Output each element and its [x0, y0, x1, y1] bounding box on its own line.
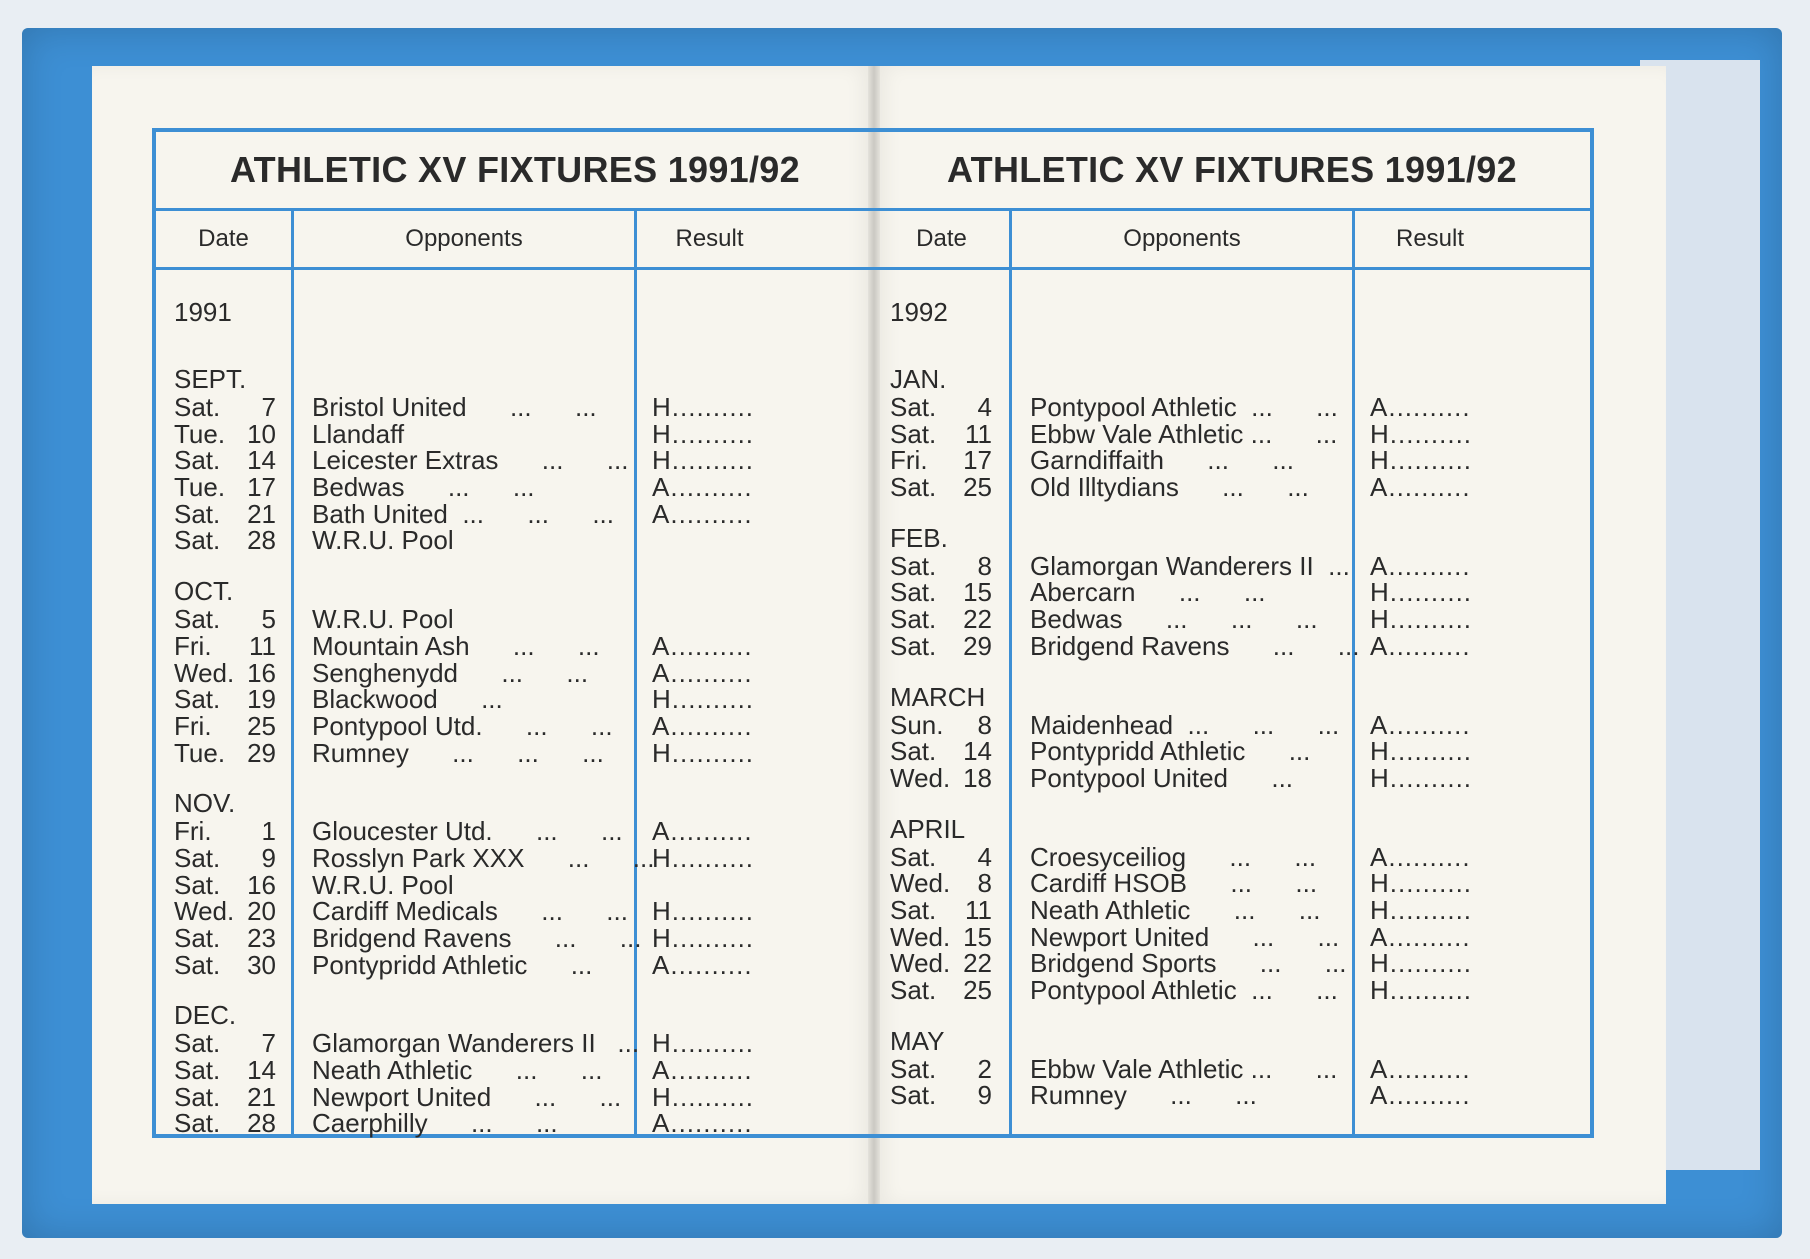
fixture-result: A.......... — [652, 472, 753, 503]
month-heading: SEPT. — [174, 364, 247, 394]
fixture-date: 8 — [977, 709, 992, 740]
fixture-row — [874, 474, 1590, 501]
fixture-result: H.......... — [1370, 736, 1473, 767]
fixture-day: Fri. — [174, 816, 212, 847]
fixture-date: 4 — [977, 841, 992, 872]
fixture-date: 7 — [261, 392, 276, 422]
fixture-date: 9 — [977, 1080, 992, 1111]
fixture-row — [156, 925, 874, 952]
fixture-row — [156, 527, 874, 554]
fixture-date: 10 — [247, 418, 276, 449]
fixture-day: Sat. — [890, 604, 937, 635]
fixture-result: A.......... — [652, 710, 753, 741]
fixture-result: H.......... — [1370, 868, 1473, 899]
fixture-opponent: Bedwas ... ... — [312, 472, 535, 503]
fixture-result: H.......... — [652, 418, 755, 449]
fixture-day: Wed. — [890, 868, 951, 899]
fixture-result: A.......... — [1370, 841, 1471, 872]
fixture-row — [874, 870, 1590, 897]
fixture-date: 25 — [247, 710, 276, 741]
fixture-date: 20 — [247, 896, 276, 927]
fixture-date: 29 — [247, 737, 276, 768]
fixture-opponent: Neath Athletic ... ... — [312, 1055, 603, 1086]
fixture-date: 8 — [977, 550, 992, 581]
fixture-opponent: Blackwood ... — [312, 684, 503, 715]
result-header: Result — [675, 225, 744, 252]
fixture-day: Wed. — [890, 921, 951, 952]
fixture-row — [874, 630, 1590, 661]
fixture-result: A.......... — [1370, 1053, 1471, 1084]
fixture-row — [156, 842, 874, 873]
fixture-day: Wed. — [890, 762, 951, 793]
fixture-day: Sat. — [890, 1080, 937, 1111]
fixture-date: 25 — [963, 975, 992, 1005]
fixture-opponent: Pontypool Athletic ... ... — [1030, 392, 1338, 422]
fixture-result: H.......... — [652, 1081, 755, 1112]
fixture-row — [156, 1081, 874, 1112]
fixture-result: A.......... — [1370, 472, 1471, 503]
fixture-opponent: W.R.U. Pool — [312, 869, 454, 900]
fixture-opponent: Rumney ... ... — [1030, 1080, 1257, 1111]
fixture-day: Sat. — [890, 550, 937, 581]
fixture-row — [156, 394, 874, 421]
fixture-opponent: Pontypridd Athletic ... — [1030, 736, 1311, 767]
column-headers — [156, 211, 874, 270]
fixture-result: A.......... — [1370, 392, 1471, 422]
fixture-row — [874, 762, 1590, 793]
month-heading: OCT. — [174, 576, 234, 607]
fixture-opponent: Gloucester Utd. ... ... — [312, 816, 623, 847]
fixture-row — [156, 737, 874, 768]
fixture-day: Sat. — [174, 1055, 221, 1086]
fixture-day: Sat. — [890, 736, 937, 767]
fixture-date: 7 — [261, 1028, 276, 1059]
fixture-result: A.......... — [652, 949, 753, 980]
fixture-row — [156, 630, 874, 661]
fixture-opponent: W.R.U. Pool — [312, 525, 454, 556]
fixture-result: H.......... — [1370, 975, 1473, 1005]
fixture-date: 22 — [963, 948, 992, 979]
fixture-opponent: Pontypool Utd. ... ... — [312, 710, 613, 741]
fixture-opponent: Pontypridd Athletic ... — [312, 949, 593, 980]
fixture-opponent: Mountain Ash ... ... — [312, 630, 600, 661]
fixture-date: 14 — [963, 736, 992, 767]
fixture-date: 17 — [963, 445, 992, 476]
fixture-day: Sat. — [890, 392, 937, 422]
fixture-day: Sat. — [890, 894, 937, 925]
fixture-row — [156, 606, 874, 633]
fixture-date: 1 — [261, 816, 276, 847]
fixture-day: Sat. — [890, 577, 937, 608]
fixture-date: 19 — [247, 684, 276, 715]
fixture-result: H.......... — [1370, 948, 1473, 979]
fixture-date: 2 — [977, 1053, 992, 1084]
fixture-date: 11 — [249, 630, 276, 661]
fixture-day: Sat. — [174, 923, 221, 953]
fixture-result: H.......... — [652, 842, 755, 873]
fixture-day: Sat. — [174, 842, 221, 873]
fixture-date: 30 — [247, 949, 276, 980]
fixture-date: 8 — [977, 868, 992, 899]
fixture-row — [156, 1030, 874, 1057]
fixture-result: A.......... — [1370, 921, 1471, 952]
fixture-opponent: Senghenydd ... ... — [312, 657, 589, 688]
fixture-result: H.......... — [1370, 762, 1473, 793]
fixture-opponent: Old Illtydians ... ... — [1030, 472, 1309, 503]
month-heading: APRIL — [890, 813, 966, 844]
fixture-row — [156, 1057, 874, 1084]
fixture-day: Sat. — [174, 392, 221, 422]
fixture-date: 17 — [247, 472, 276, 503]
fixture-day: Sat. — [890, 472, 937, 503]
fixture-result: H.......... — [652, 923, 755, 953]
fixture-day: Sat. — [174, 1108, 221, 1139]
fixture-row — [874, 606, 1590, 633]
fixture-opponent: Neath Athletic ... ... — [1030, 894, 1321, 925]
fixture-date: 11 — [965, 894, 992, 925]
fixture-result: A.......... — [1370, 630, 1471, 661]
month-heading: MAY — [890, 1025, 945, 1056]
fixture-date: 14 — [247, 445, 276, 476]
fixture-result: A.......... — [652, 630, 753, 661]
date-header: Date — [198, 225, 249, 252]
fixture-day: Sat. — [890, 975, 937, 1005]
month-heading: JAN. — [890, 364, 947, 394]
fixture-date: 22 — [963, 604, 992, 635]
fixture-opponent: Ebbw Vale Athletic ... ... — [1030, 1053, 1338, 1084]
opponents-header: Opponents — [405, 225, 523, 252]
fixtures-panel-1991 — [152, 128, 874, 1138]
fixture-opponent: Maidenhead ... ... ... — [1030, 709, 1340, 740]
fixture-row — [874, 1053, 1590, 1084]
fixture-opponent: Bridgend Ravens ... ... — [312, 923, 642, 953]
fixture-date: 23 — [247, 923, 276, 953]
fixture-opponent: Bridgend Sports ... ... — [1030, 948, 1347, 979]
fixture-day: Sat. — [174, 1081, 221, 1112]
fixture-opponent: Croesyceiliog ... ... — [1030, 841, 1317, 872]
fixture-opponent: Llandaff — [312, 418, 405, 449]
fixture-result: H.......... — [1370, 577, 1473, 608]
fixture-row — [874, 447, 1590, 474]
month-heading: NOV. — [174, 788, 236, 819]
fixture-day: Sat. — [890, 1053, 937, 1084]
fixture-date: 29 — [963, 630, 992, 661]
fixture-date: 9 — [261, 842, 276, 873]
fixture-result: H.......... — [1370, 894, 1473, 925]
fixture-opponent: Bedwas ... ... ... — [1030, 604, 1318, 635]
fixture-date: 21 — [247, 1081, 276, 1112]
fixture-day: Sat. — [174, 525, 221, 556]
fixture-row — [874, 977, 1590, 1004]
fixtures-list — [874, 282, 1590, 1134]
fixture-opponent: Glamorgan Wanderers II ... — [1030, 550, 1350, 581]
fixture-row — [874, 418, 1590, 449]
fixture-day: Wed. — [174, 896, 235, 927]
fixtures-list — [156, 282, 874, 1139]
page-title: ATHLETIC XV FIXTURES 1991/92 — [156, 132, 874, 211]
fixture-row — [874, 1082, 1590, 1109]
opponents-header: Opponents — [1123, 225, 1241, 252]
fixture-day: Sat. — [174, 498, 221, 529]
fixture-date: 5 — [261, 604, 276, 635]
fixture-day: Sat. — [174, 604, 221, 635]
fixture-day: Sat. — [174, 1028, 221, 1059]
fixture-row — [156, 869, 874, 900]
fixture-opponent: Rosslyn Park XXX ... ... — [312, 842, 655, 873]
fixture-opponent: Cardiff Medicals ... ... — [312, 896, 628, 927]
fixture-opponent: Newport United ... ... — [1030, 921, 1340, 952]
fixture-result: A.......... — [652, 657, 753, 688]
date-header: Date — [916, 225, 967, 252]
fixture-row — [156, 949, 874, 980]
fixture-row — [874, 894, 1590, 925]
fixture-row — [156, 418, 874, 449]
fixture-result: H.......... — [652, 445, 755, 476]
fixture-opponent: Garndiffaith ... ... — [1030, 445, 1294, 476]
fixture-row — [156, 447, 874, 474]
fixture-date: 28 — [247, 1108, 276, 1139]
fixture-day: Fri. — [174, 710, 212, 741]
fixture-result: A.......... — [652, 1108, 753, 1139]
fixture-row — [156, 818, 874, 845]
fixture-date: 15 — [963, 577, 992, 608]
fixture-result: H.......... — [1370, 604, 1473, 635]
fixture-day: Fri. — [174, 630, 212, 661]
fixture-row — [156, 1110, 874, 1137]
page-title: ATHLETIC XV FIXTURES 1991/92 — [874, 132, 1590, 211]
fixture-date: 21 — [247, 498, 276, 529]
fixture-result: H.......... — [652, 684, 755, 715]
fixture-opponent: Bath United ... ... ... — [312, 498, 615, 529]
fixture-opponent: Rumney ... ... ... — [312, 737, 604, 768]
fixture-result: H.......... — [652, 737, 755, 768]
fixture-opponent: Pontypool Athletic ... ... — [1030, 975, 1338, 1005]
fixture-result: A.......... — [1370, 550, 1471, 581]
fixture-result: H.......... — [652, 392, 755, 422]
fixture-day: Wed. — [174, 657, 235, 688]
fixture-result: H.......... — [652, 1028, 755, 1059]
fixture-day: Fri. — [890, 445, 928, 476]
fixture-day: Sat. — [174, 445, 221, 476]
fixture-row — [156, 898, 874, 925]
fixture-row — [874, 550, 1590, 581]
fixture-day: Sat. — [890, 418, 937, 449]
fixture-opponent: Ebbw Vale Athletic ... ... — [1030, 418, 1338, 449]
fixture-opponent: Newport United ... ... — [312, 1081, 622, 1112]
fixture-row — [874, 841, 1590, 872]
fixture-day: Sun. — [890, 709, 944, 740]
fixture-opponent: Bridgend Ravens ... ... — [1030, 630, 1360, 661]
fixture-date: 28 — [247, 525, 276, 556]
fixture-day: Sat. — [174, 869, 221, 900]
fixture-result: A.......... — [652, 1055, 753, 1086]
fixture-date: 18 — [963, 762, 992, 793]
fixture-day: Wed. — [890, 948, 951, 979]
fixture-day: Sat. — [890, 630, 937, 661]
month-heading: MARCH — [890, 681, 986, 712]
fixture-opponent: W.R.U. Pool — [312, 604, 454, 635]
fixture-date: 16 — [247, 657, 276, 688]
fixture-row — [156, 474, 874, 501]
month-heading: DEC. — [174, 1000, 237, 1031]
fixture-opponent: Cardiff HSOB ... ... — [1030, 868, 1318, 899]
fixture-date: 15 — [963, 921, 992, 952]
fixture-row — [156, 686, 874, 713]
fixture-opponent: Caerphilly ... ... — [312, 1108, 558, 1139]
fixture-row — [874, 950, 1590, 977]
fixture-day: Tue. — [174, 472, 226, 503]
fixture-row — [874, 738, 1590, 765]
fixture-result: A.......... — [652, 498, 753, 529]
fixture-result: H.......... — [1370, 445, 1473, 476]
column-headers — [874, 211, 1590, 270]
fixture-row — [156, 657, 874, 688]
fixture-opponent: Leicester Extras ... ... — [312, 445, 629, 476]
fixture-result: H.......... — [652, 896, 755, 927]
year-label: 1991 — [174, 297, 232, 327]
fixture-date: 4 — [977, 392, 992, 422]
fixture-opponent: Glamorgan Wanderers II ... — [312, 1028, 640, 1059]
fixture-date: 14 — [247, 1055, 276, 1086]
fixture-day: Sat. — [890, 841, 937, 872]
fixture-row — [156, 710, 874, 741]
fixture-result: H.......... — [1370, 418, 1473, 449]
year-label: 1992 — [890, 297, 948, 327]
fixture-date: 25 — [963, 472, 992, 503]
fixture-row — [874, 394, 1590, 421]
fixture-row — [874, 709, 1590, 740]
fixture-result: A.......... — [1370, 709, 1471, 740]
fixture-opponent: Bristol United ... ... — [312, 392, 597, 422]
result-header: Result — [1395, 225, 1465, 252]
fixture-result: A.......... — [652, 816, 753, 847]
fixture-row — [874, 579, 1590, 606]
fixture-row — [874, 921, 1590, 952]
fixture-result: A.......... — [1370, 1080, 1471, 1111]
fixture-day: Sat. — [174, 684, 221, 715]
fixture-opponent: Abercarn ... ... — [1030, 577, 1266, 608]
fixture-day: Tue. — [174, 418, 226, 449]
fixture-opponent: Pontypool United ... — [1030, 762, 1294, 793]
fixture-day: Sat. — [174, 949, 221, 980]
fixture-row — [156, 498, 874, 529]
month-heading: FEB. — [890, 522, 948, 553]
fixture-date: 11 — [965, 418, 992, 449]
fixture-day: Tue. — [174, 737, 226, 768]
fixtures-panel-1992 — [874, 128, 1594, 1138]
fixture-date: 16 — [247, 869, 276, 900]
